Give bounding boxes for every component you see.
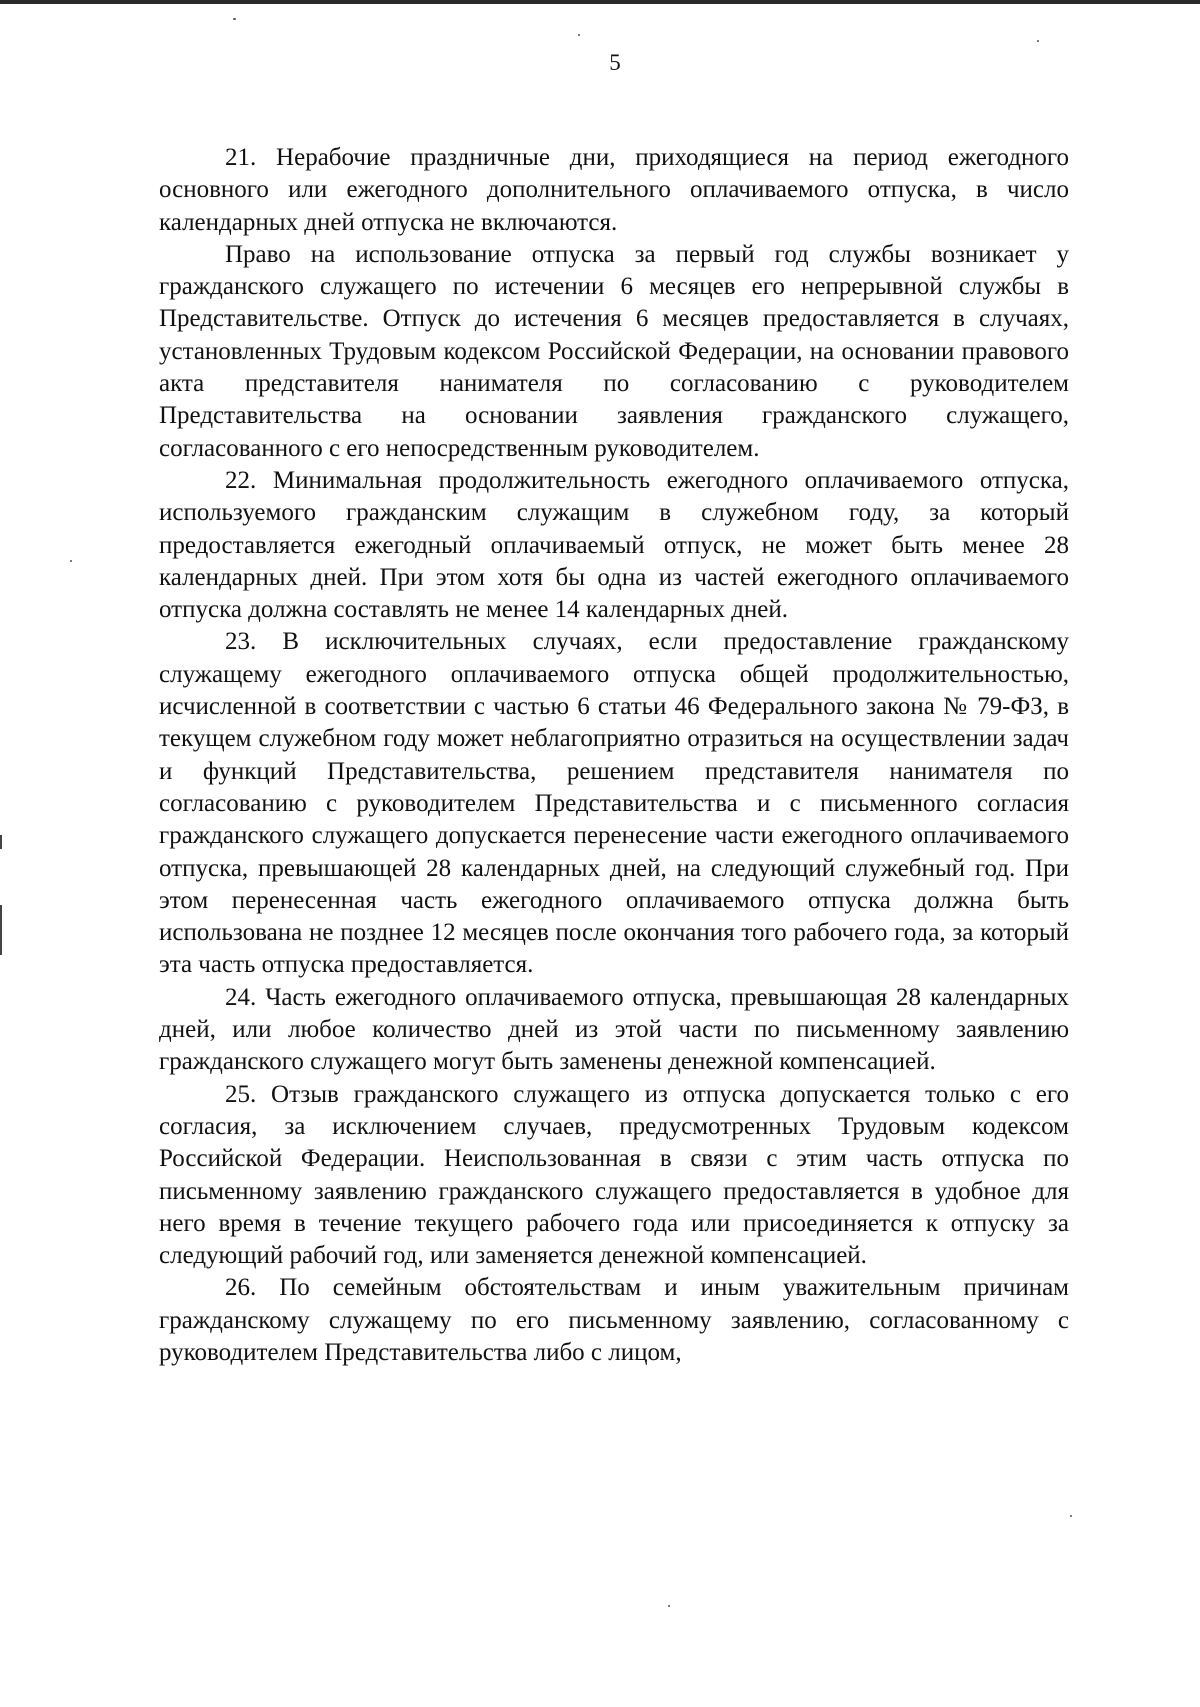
scan-speck	[70, 560, 72, 562]
paragraph-number: 22.	[225, 466, 257, 494]
paragraph-text: Часть ежегодного оплачиваемого отпуска, превышающая 28 календарных дней, или любое количество дней из этой части по письменному заявлению гражданского служащего могут быть заменены денежной компенсацией.	[159, 983, 1069, 1076]
paragraph-text: Нерабочие праздничные дни, приходящиеся на период ежегодного основного или ежегодного дополнительного оплачиваемого отпуска, в число календарных дней отпуска не включаются.	[159, 144, 1069, 236]
paragraph-23	[159, 626, 1069, 981]
paragraph-text: Право на использование отпуска за первый год службы возникает у гражданского служащего по истечении 6 месяцев его непрерывной службы в Представительстве. Отпуск до истечения 6 месяцев предоставляется в случаях, установленных Трудовым кодексом Российской Федерации, на основании правового акта представителя нанимателя по согласованию с руководителем Представительства на основании заявления гражданского служащего, согласованного с его непосредственным руководителем.	[159, 240, 1069, 462]
paragraph-number: 24.	[225, 983, 257, 1011]
paragraph-text: По семейным обстоятельствам и иным уважительным причинам гражданскому служащему по его письменному заявлению, согласованному с руководителем Представительства либо с лицом,	[159, 1274, 1069, 1366]
scan-speck	[233, 18, 236, 20]
paragraph-text: Отзыв гражданского служащего из отпуска допускается только с его согласия, за исключением случаев, предусмотренных Трудовым кодексом Российской Федерации. Неиспользованная в связи с этим часть отпуска по письменному заявлению гражданского служащего предоставляется в удобное для него время в течение текущего рабочего года или присоединяется к отпуску за следующий рабочий год, или заменяется денежной компенсацией.	[159, 1080, 1069, 1270]
paragraph-26	[159, 1272, 1069, 1369]
paragraph-22	[159, 465, 1069, 626]
paragraph-25	[159, 1079, 1069, 1273]
paragraph-text: В исключительных случаях, если предоставление гражданскому служащему ежегодного оплачиваемого отпуска общей продолжительностью, исчисленной в соответствии с частью 6 статьи 46 Федерального закона № 79-ФЗ, в текущем служебном году может неблагоприятно отразиться на осуществлении задач и функций Представительства, решением представителя нанимателя по согласованию с руководителем Представительства и с письменного согласия гражданского служащего допускается перенесение части ежегодного оплачиваемого отпуска, превышающей 28 календарных дней, на следующий служебный год. При этом перенесенная часть ежегодного оплачиваемого отпуска должна быть использована не позднее 12 месяцев после окончания того рабочего года, за который эта часть отпуска предоставляется.	[159, 628, 1069, 979]
scan-speck	[1070, 1515, 1072, 1517]
paragraph-21-continuation	[159, 239, 1069, 465]
scan-speck	[578, 34, 580, 36]
page-number: 5	[609, 50, 621, 75]
scan-edge-mark	[0, 835, 2, 849]
paragraph-number: 26.	[225, 1274, 257, 1302]
scan-speck	[668, 1605, 670, 1607]
paragraph-text: Минимальная продолжительность ежегодного оплачиваемого отпуска, используемого гражданским служащим в служебном году, за который предоставляется ежегодный оплачиваемый отпуск, не может быть менее 28 календарных дней. При этом хотя бы одна из частей ежегодного оплачиваемого отпуска должна составлять не менее 14 календарных дней.	[159, 466, 1070, 624]
paragraph-number: 25.	[225, 1080, 257, 1108]
document-body	[159, 142, 1069, 1369]
paragraph-number: 23.	[225, 628, 257, 656]
scan-edge-mark	[0, 905, 2, 955]
scan-speck	[1037, 40, 1039, 42]
paragraph-24	[159, 982, 1069, 1079]
scan-top-border	[0, 0, 1200, 4]
paragraph-21	[159, 142, 1069, 239]
paragraph-number: 21.	[225, 144, 257, 171]
